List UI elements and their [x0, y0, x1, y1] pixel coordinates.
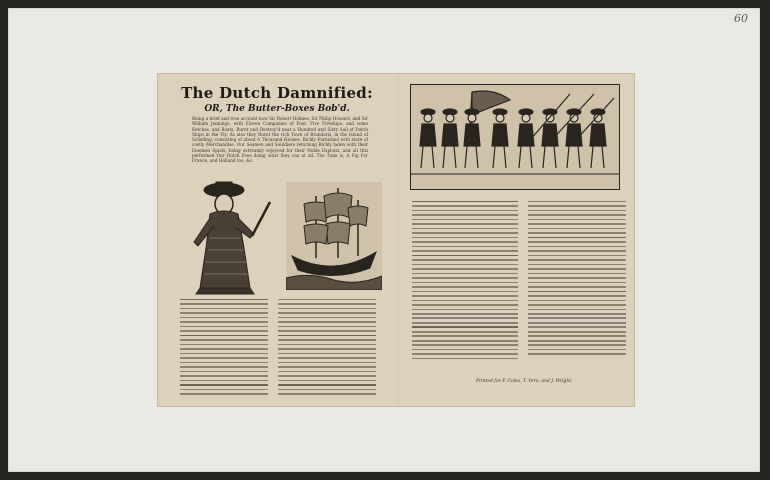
- tune-line: The Tune is, A Fig For France, and Holland too, &c.: [192, 153, 368, 164]
- woodcut-soldiers-icon: [410, 84, 620, 190]
- folio-number: 60: [734, 12, 748, 25]
- verse-column-4: [528, 198, 626, 358]
- woodcut-gentleman-icon: [180, 178, 278, 296]
- verse-column-1: [180, 296, 268, 398]
- broadside-description: Being a brief and true account how Sir Robert Holmes, Sir Philip Howard, and Sir William Jennings, with Eleven Companies of Foot, Five Fireships, and some Ketches, and Boats, Burnt and Destroy'd near a Hundred and Sixty Sail of Dutch Ships in the Vly. As also they Burnt the rich Town of Brandaris, in the Island of Schelling, consisting of about A Thousand Houses, Richly Furnished with store of costly Merchandise. Our Seamen and Souldiers returning Richly laden with their Enemies Spoils, being extreamly rejoyced for their Noble Exploits, and all this performed Our Dutch Foes doing what they can at all. The Tune is, A Fig For France, and Holland too, &c.: [192, 116, 368, 164]
- imprint-line: Printed for F. Coles, T. Vere, and J. Wright.: [476, 379, 573, 384]
- broadside-title: The Dutch Damnified:: [181, 84, 373, 102]
- verse-column-3: [412, 198, 518, 362]
- broadside-subtitle: OR, The Butter-Boxes Bob'd.: [204, 104, 350, 114]
- woodcut-ship-icon: [286, 182, 382, 290]
- broadside-sheet: [158, 74, 634, 406]
- verse-column-2: [278, 296, 376, 398]
- archival-mount: [8, 8, 760, 472]
- center-fold: [396, 74, 399, 406]
